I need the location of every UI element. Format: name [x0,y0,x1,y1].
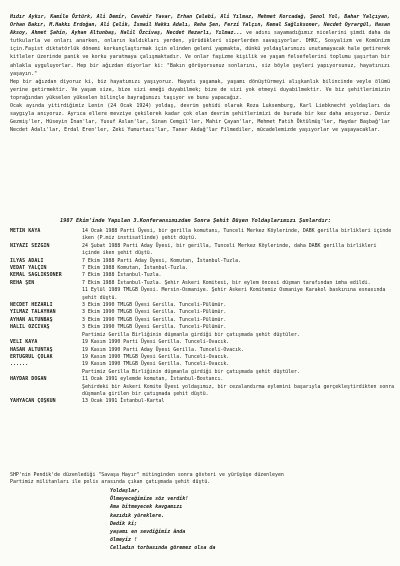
martyr-row [10,243,395,258]
martyr-row [10,347,395,354]
poem-line: Ölmeyeceğimize söz verdik! [110,496,189,503]
poem-line: Dedik ki; [110,520,138,527]
intro-paragraph-2: Hep bir ağızdan diyoruz ki, biz hayatımızı yaşıyoruz. Hayatı yaşamak, yaşamı dönüştürmeyi alışkanlık bilincinde veyle ölümü yerine getirmektir. Ve yaşam size, bize sizi emeği duyabilmek; bize de sizi yok etmeyi duyabilmektir. Ve biz şehitlerimizin toprağından yükselen yükselen bilinçle bayrağımızı taşıyor ve bunu yapacağız. [10,78,390,101]
martyr-details: Partimiz Gerilla Birliğinin düşmanla girdiği bir çatışmada şehit düştüler. [82,331,300,338]
poem-line: ölmeyiz ! [110,537,138,544]
poem-line: yaşamı en sevdiğimiz ânda [110,529,186,536]
martyr-name: HASAN ALTUNTAŞ [10,346,53,353]
martyr-name [10,287,82,302]
martyr-row [10,287,395,302]
intro-text [10,13,390,134]
intro-paragraph-3: Ocak ayında yitirdiğimiz Lenin (24 Ocak 1924) yoldaş, devrim şehidi olarak Roza Luksemburg, Karl Liebknecht yoldaşları da saygıyla anıyoruz. Ayrıca ellere mevziye çekilerek kadar çok olan devrim şehitlerimizi de burada bir kez daha anıyoruz. Deniz Gezmiş'ler, Hüseyin İnan'lar, Yusuf Aslan'lar, Sinan Cemgil'ler, Mahir Çayan'lar, Mehmet Fatih Öktülmüş'ler, Haydar Başbağ'lar Necdet Adalı'lar, Erdal Eren'ler, Zeki Yumurtacı'lar, Taner Akdağ'lar Filmediler, mücadelemizde yaşıyorlar ve yaşayacaklar. [10,103,390,134]
poem-line: Celladın torbasında göremez olsa da [110,545,216,552]
martyr-row [10,384,395,399]
martyr-row [10,272,395,279]
martyr-name: AYHAN ALTUNBAŞ [10,316,53,323]
martyr-details: 11 Eylül 1989 TMLGB Üyesi. Mersin-Osmaniye. Şehir Askeri Komitemiz Osmaniye Karakol baskınına esnasında şehit düştü. [82,287,386,301]
martyr-details: 7 Ekim 1988 Komutan, İstanbul-Tuzla. [82,265,188,272]
martyr-details: Şehirdeki bir Askeri Komite Üyesi yoldaşımız, bir cezalandırma eylemini başarıyla gerçekleştirdikten sonra düşmanla girilen bir çatışmada şehit düştü. [82,383,395,397]
martyr-details: 11 Ocak 1991 eylemde komutan, İstanbul-Bostancı. [82,376,224,383]
martyr-name: YAHYACAN ÇOŞKUN [10,398,56,405]
martyr-list [10,228,395,406]
martyr-details: 7 Ekim 1988 İstanbul-Tuzla. [82,272,162,279]
martyr-name: VEDAT YALÇIN [10,265,47,272]
poem-line: kazıdık yüreklere. [110,512,165,519]
martyr-row [10,361,395,368]
martyr-name: İLYAS ADALI [10,257,44,264]
martyr-name: KEMAL SAĞLIKSONER [10,272,62,279]
poem-line: Yoldaşlar, [110,488,141,494]
martyr-name: ...... [10,361,29,368]
intro-paragraph-1 [10,13,390,78]
martyr-row [10,228,395,243]
martyr-names: Hıdır Aykır, Kamile Öztürk, Ali Demir, Cevahir Yavar, Erhan Çelebi, Ali Yılmaz, Mehmet Korcadağ, Şenol Yol, Bahar Yalçıyan, Orhan Bakır, M.Hakkı Erdoğan, Ali Çelik, İsmail Hakkı Adalı, Reha Şen, Ferzi Yalçın, Kemal Sağlıksoner, Necdet Oyrargül, Hasan Aksoy, Ahmet Şahin, Ayhan Altunbaş, Halil Özcivaş, Necdet Hezarlı, Yılmaz... [10,14,390,37]
martyr-details: 14 Ocak 1988 Parti Üyesi, bir gerilla komutanı, Tunceli Merkez Köylerinde, DABK gerilla birlikleri içinde iken (P.miz instisatlinde) şehit düştü. [82,228,392,242]
martyr-details: 3 Ekim 1990 TMLGB Üyesi Gerilla. Tunceli-Pülümür. [82,324,227,331]
martyr-details: 3 Ekim 1990 TMLGB Üyesi Gerilla. Tunceli-Pülümür. [82,316,227,323]
martyr-name: REHA ŞEN [10,279,35,286]
poem [110,487,290,553]
section-title: 1987 Ekim'inde Yapılan 3.Konferansımızdan Sonra Şehit Düşen Yoldaşlarımızı Şunlardır: [60,218,332,224]
martyr-details: 7 Ekim 1988 Parti Aday Üyesi, Komutan, İstanbul-Tuzla. [82,257,241,264]
martyr-row [10,339,395,346]
martyr-row [10,324,395,331]
martyr-details: 19 Kasım 1990 TMLGB Üyesi Gerilla. Tunceli-Ovacık. [82,353,230,360]
martyr-name: HALİL ÖZCİVAŞ [10,324,50,331]
martyr-row [10,265,395,272]
martyr-details: 3 Ekim 1990 TMLGB Üyesi Gerilla. Tunceli-Pülümür. [82,309,227,316]
martyr-name: HAYDAR DOĞAN [10,376,47,383]
closing-line-2: Partimiz militanları ile polis arasında çıkan çatışmada şehit düştü. [10,479,211,486]
martyr-row [10,398,395,405]
poem-line: Ama bitmeyecek kavgamızı [110,504,183,511]
martyr-row [10,376,395,383]
martyr-name: NECDET HEZARLI [10,302,53,309]
martyr-row [10,258,395,265]
martyr-name: METİN KAYA [10,228,41,234]
martyr-details: 19 Kasım 1990 Parti Aday Üyesi Gerilla. Tunceli-Ovacık. [82,346,244,353]
intro-p1: ve adını sayamadığımız nicelerini şimdi daha da tutkularla ve onları anarken, onların kaldıkları yerden, yürüdükleri siperlerden savaşıyorlar. DHKC, Sosyalizm ve Komünizm için.Faşist diktatörlük dönemi korkunçlaştırmak için elinden geleni yapmakta, dünkü yoldaşlarımızı unutamayacak hale getirerek kitleler üzerinde panik ve korku yaratmaya çalışmaktadır. Ve onlar faşizme kişilik ve yaşam felsefelerini toplumu şaşırtan bir ahlakla uyguluyorlar. Hep bir ağızdan diyorlar ki: "Bakın görüyorsunuz sonlarını, siz böyle şeyleri yapıyorsunuz, hayatınızı yaşayın." [10,30,391,77]
closing-text [10,472,395,487]
martyr-name [10,332,82,339]
martyr-details: 19 Kasım 1990 Parti Üyesi Gerilla. Tunceli-Ovacık. [82,339,230,346]
closing-line-1: SHP'nin Pendik'de düzenlediği "Savaşa Hayır" mitinginden sonra gösteri ve yürüyüşe düzenleyen [10,472,284,478]
martyr-name: NİYAZİ SEZGİN [10,242,50,249]
martyr-details: Partimiz Gerilla Birliğinin düşmanla girdiği bir çatışmada şehit düştüler. [82,368,300,375]
martyr-name [10,369,82,376]
martyr-details: 13 Ocak 1991 İstanbul-Kartal [82,398,165,405]
martyr-name [10,384,82,399]
martyr-row [10,332,395,339]
martyr-row [10,369,395,376]
martyr-details: 19 Kasım 1990 TMLGB Üyesi Gerilla. Tunceli-Ovacık. [82,361,230,368]
martyr-name: VELİ KAYA [10,339,38,346]
martyr-details: 7 Ekim 1988 İstanbul-Tuzla. Şehir Askeri Komitesi, bir eylem öncesi düşman tarafından imha edildi. [82,279,371,286]
martyr-name: YILMAZ TALAYHAN [10,309,56,316]
martyr-details: 3 Ekim 1990 TMLGB Üyesi Gerilla. Tunceli-Pülümür. [82,302,227,309]
martyr-row [10,309,395,316]
martyr-name: ERTUĞRUL ÇOLAK [10,353,53,360]
martyr-details: 24 Şubat 1988 Parti Aday Üyesi, bir gerilla, Tunceli Merkez Köylerinde, daha DABK gerilla birlikleri içinde iken şehit düştü. [82,242,377,257]
